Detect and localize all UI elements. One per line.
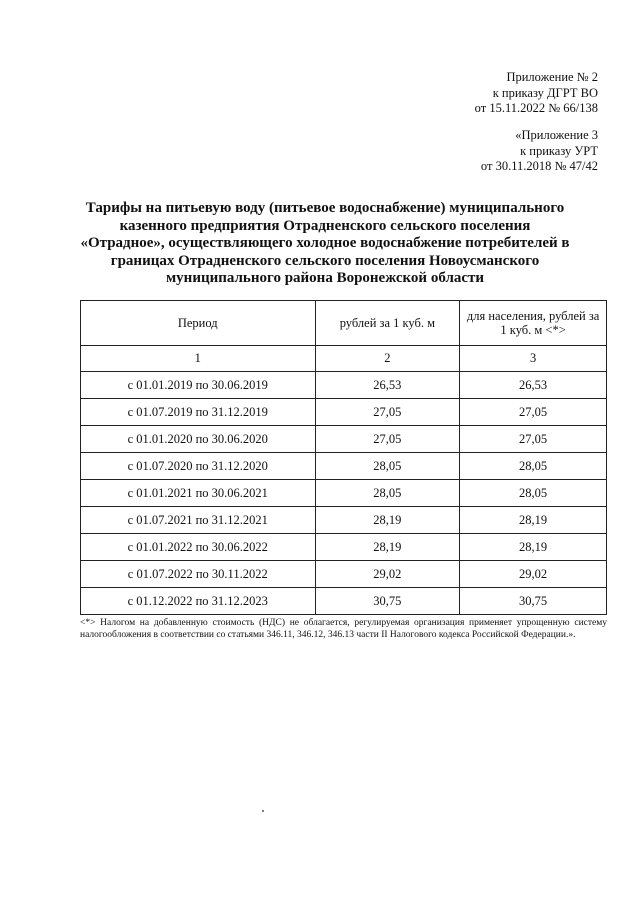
footnote: <*> Налогом на добавленную стоимость (НДС) не облагается, регулируемая организация применяет упрощенную систему налогообложения в соответствии со статьями 346.11, 346.12, 346.13 части II Налогового кодекса Российской Федерации.». (80, 618, 607, 640)
column-number: 3 (460, 346, 607, 372)
table-row (81, 480, 607, 507)
attachment-reference-urt (481, 128, 598, 175)
attachment-line: Приложение № 2 (506, 70, 598, 84)
population-rate-cell: 28,19 (460, 507, 607, 534)
rate-cell: 28,05 (315, 480, 460, 507)
column-number: 1 (81, 346, 316, 372)
table-row (81, 534, 607, 561)
attachment-line: от 15.11.2022 № 66/138 (474, 101, 598, 115)
document-title: Тарифы на питьевую воду (питьевое водоснабжение) муниципального казенного предприятия Отрадненского сельского поселения «Отрадное», осуществляющего холодное водоснабжение потребителей в границах Отрадненского сельского поселения Новоусманского муниципального района Воронежской области (80, 200, 570, 286)
period-cell: с 01.07.2020 по 31.12.2020 (81, 453, 316, 480)
population-rate-cell: 26,53 (460, 372, 607, 399)
rate-cell: 28,05 (315, 453, 460, 480)
population-rate-cell: 28,05 (460, 453, 607, 480)
table-header-row (81, 301, 607, 346)
period-cell: с 01.12.2022 по 31.12.2023 (81, 588, 316, 615)
period-cell: с 01.01.2021 по 30.06.2021 (81, 480, 316, 507)
column-header-rate: рублей за 1 куб. м (315, 301, 460, 346)
attachment-line: «Приложение 3 (515, 128, 598, 142)
period-cell: с 01.01.2022 по 30.06.2022 (81, 534, 316, 561)
period-cell: с 01.07.2021 по 31.12.2021 (81, 507, 316, 534)
rate-cell: 27,05 (315, 426, 460, 453)
table-row (81, 426, 607, 453)
table-row (81, 561, 607, 588)
table-row (81, 399, 607, 426)
tariff-table (80, 300, 607, 615)
attachment-reference-dgrt (475, 70, 598, 117)
table-row (81, 507, 607, 534)
period-cell: с 01.07.2019 по 31.12.2019 (81, 399, 316, 426)
attachment-line: от 30.11.2018 № 47/42 (480, 159, 598, 173)
rate-cell: 30,75 (315, 588, 460, 615)
attachment-line: к приказу УРТ (520, 143, 598, 158)
table-row (81, 453, 607, 480)
population-rate-cell: 28,19 (460, 534, 607, 561)
population-rate-cell: 27,05 (460, 399, 607, 426)
scan-speck (262, 810, 264, 812)
rate-cell: 26,53 (315, 372, 460, 399)
rate-cell: 29,02 (315, 561, 460, 588)
column-number-row (81, 346, 607, 372)
table-row (81, 588, 607, 615)
population-rate-cell: 28,05 (460, 480, 607, 507)
period-cell: с 01.01.2019 по 30.06.2019 (81, 372, 316, 399)
period-cell: с 01.07.2022 по 30.11.2022 (81, 561, 316, 588)
period-cell: с 01.01.2020 по 30.06.2020 (81, 426, 316, 453)
column-header-period: Период (81, 301, 316, 346)
rate-cell: 27,05 (315, 399, 460, 426)
population-rate-cell: 29,02 (460, 561, 607, 588)
column-number: 2 (315, 346, 460, 372)
table-row (81, 372, 607, 399)
column-header-population-rate: для населения, рублей за 1 куб. м <*> (460, 301, 607, 346)
rate-cell: 28,19 (315, 534, 460, 561)
rate-cell: 28,19 (315, 507, 460, 534)
population-rate-cell: 30,75 (460, 588, 607, 615)
attachment-line: к приказу ДГРТ ВО (492, 85, 598, 100)
population-rate-cell: 27,05 (460, 426, 607, 453)
